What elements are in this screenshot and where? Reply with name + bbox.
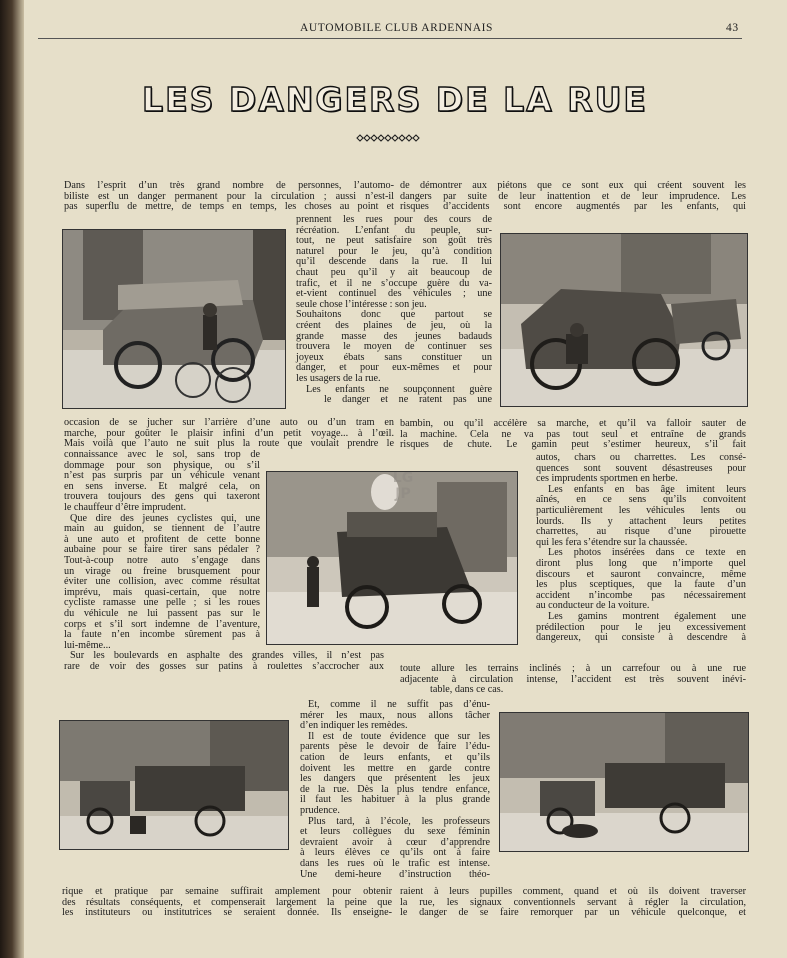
photo-truck-children-left <box>59 720 289 850</box>
text-line: Une demi-heure d’instruction théo- <box>300 868 490 880</box>
text-line: Les enfants en bas âge imitent leurs <box>548 483 746 495</box>
text-line: et leurs collègues du sexe féminin <box>300 826 490 838</box>
text-line: dans les rues où le trafic est intense. <box>300 857 490 869</box>
text-line: lui-même... <box>64 639 111 651</box>
text-line: main au guidon, se tiennent de l’autre <box>64 523 260 535</box>
text-line: au conducteur de la voiture. <box>536 600 650 612</box>
text-line: la faute n’en incombe sûrement pas à <box>64 629 260 641</box>
text-line: le danger de se faire remorquer par un véhicule quelconque, et <box>400 907 746 919</box>
text-line: pas superflu de mettre, de temps en temps, les choses au point et <box>64 201 394 213</box>
text-line: un virage ou freine brusquement pour <box>64 565 260 577</box>
text-line: Il est de toute évidence que sur les <box>308 730 490 742</box>
text-line: Que dire des jeunes cyclistes qui, une <box>70 512 260 524</box>
text-line: récréation. L’enfant du peuple, sur- <box>296 224 492 236</box>
watermark-stamp: LG JP <box>392 471 414 502</box>
text-line: en sens inverse. Et malgré cela, on <box>64 480 260 492</box>
text-line: particulièrement les véhicules lents ou <box>536 504 746 516</box>
text-line: corps et s’il sort indemne de l’aventure, <box>64 618 260 630</box>
paragraph-remedies <box>300 700 490 880</box>
text-line: adjacente à circulation intense, l’accident est très souvent inévi- <box>400 673 746 685</box>
text-line: cation de leurs enfants, et qu’ils <box>300 751 490 763</box>
text-line: de la rue. Dès la plus tendre enfance, <box>300 783 490 795</box>
text-line: les dangers que présentent les jeux <box>300 773 490 785</box>
text-line: lourds. Ils y attachent leurs petites <box>536 515 746 527</box>
text-line: n’est pas surpris par un véhicule venant <box>64 470 260 482</box>
text-line: le danger et ne ratent pas une <box>324 394 492 406</box>
text-line: Les photos insérées dans ce texte en <box>548 547 746 559</box>
text-line: d’en indiquer les remèdes. <box>300 720 408 732</box>
paragraph-young-children <box>536 453 746 644</box>
text-line: Plus tard, à l’école, les professeurs <box>308 815 490 827</box>
binding-spine <box>0 0 24 958</box>
text-line: doivent les mettre en garde contre <box>300 762 490 774</box>
text-line: imprévu, mais quasi-certain, que notre <box>64 586 260 598</box>
text-line: aînés, en ce sens qu’ils convoitent <box>536 494 746 506</box>
text-line: mérer les maux, nous allons tâcher <box>300 709 490 721</box>
text-line: dommage pour son physique, ou s’il <box>64 459 260 471</box>
photo-child-on-car <box>500 233 748 407</box>
photo-truck-children-right <box>499 712 749 852</box>
text-line: à une auto et profitent de cette bonne <box>64 533 260 545</box>
text-line: tout, ne peut satisfaire son goût très <box>296 235 492 247</box>
text-line: Dans l’esprit d’un très grand nombre de personnes, l’automo- <box>64 180 394 191</box>
title-ornament <box>355 133 421 143</box>
text-line: dangereux, qui consiste à descendre à <box>536 632 746 644</box>
text-line: à leurs élèves ce qu’ils ont à faire <box>300 847 490 859</box>
text-line: parents pèse le devoir de faire l’édu- <box>300 741 490 753</box>
text-line: joyeux ébats sans constituer un <box>296 351 492 363</box>
text-line: table, dans ce cas. <box>430 684 504 696</box>
text-line: rique et pratique par semaine suffirait amplement pour obtenir <box>62 886 392 897</box>
photo-boy-before-car <box>266 471 518 645</box>
text-line: rare de voir des gosses sur patins à roulettes s’accrocher aux <box>64 660 384 672</box>
page-number: 43 <box>726 22 739 34</box>
text-line: Et, comme il ne suffit pas d’énu- <box>308 699 490 710</box>
article-title: LES DANGERS DE LA RUE <box>142 80 648 119</box>
text-line: risques de chute. Le gamin peut s’estimer heureux, s’il fait <box>400 439 746 451</box>
text-line: aubaine pour se faire tirer sans pédaler ? <box>64 544 260 556</box>
text-line: le chauffeur d’être imprudent. <box>64 501 187 513</box>
text-line: seule chose l’intéresse : son jeu. <box>296 298 427 310</box>
paragraph-jumping-car-continued <box>400 419 746 451</box>
text-line: du véhicule ne lui passent pas sur le <box>64 607 260 619</box>
text-line: raient à leurs pupilles comment, quand et où ils doivent traverser <box>400 886 746 897</box>
paragraph-cyclists <box>64 449 384 672</box>
text-line: créent des plaines de jeu, où la <box>296 319 492 331</box>
text-line: biliste est un danger permanent pour la circulation ; aussi n’est-il <box>64 190 394 202</box>
text-line: il faut les habituer à la plus grande <box>300 794 490 806</box>
text-line: Souhaitons donc que partout se <box>296 309 492 321</box>
text-line: prennent les rues pour des cours de <box>296 214 492 225</box>
text-line: cycliste ramasse une pelle ; si les roues <box>64 597 260 609</box>
text-line: des résultats conséquents, et compenserait largement la peine que <box>62 896 392 908</box>
text-line: les usagers de la rue. <box>296 372 381 384</box>
text-line: diront plus long que n’importe quel <box>536 557 746 569</box>
paragraph-school <box>62 887 392 919</box>
text-line: prudence. <box>300 804 340 816</box>
text-line: la rue, les signaux conventionnels servant à régler la circulation, <box>400 896 746 908</box>
text-line: Mais voilà que l’auto ne suit plus la route que voulait prendre le <box>64 438 394 450</box>
text-line: Tout-à-coup notre auto s’engage dans <box>64 554 260 566</box>
text-line: les plus sceptiques, que la faute d’un <box>536 579 746 591</box>
photo-cyclist-holding-car <box>62 229 286 409</box>
text-line: trouvera le moyen de continuer ses <box>296 341 492 353</box>
text-line: discours et sauront convaincre, même <box>536 568 746 580</box>
text-line: prédilection pour le jeu excessivement <box>536 621 746 633</box>
text-line: trafic, et il ne s’occupe guère du va- <box>296 277 492 289</box>
text-line: autos, chars ou charrettes. Les consé- <box>536 452 746 463</box>
text-line: trouvera toujours des gens qui taxeront <box>64 491 260 503</box>
text-line: qui les fera s’étendre sur la chaussée. <box>536 536 688 548</box>
text-line: accident n’incombe pas nécessairement <box>536 589 746 601</box>
paragraph-playgrounds <box>296 215 492 406</box>
text-line: marche, pour goûter le plaisir infini d’un petit voyage... à l’œil. <box>64 427 394 439</box>
text-line: devraient avoir à cœur d’apprendre <box>300 836 490 848</box>
text-line: Les enfants ne soupçonnent guère <box>306 383 492 395</box>
text-line: Les gamins montrent également une <box>548 610 746 622</box>
text-line: connaissance avec le sol, sans trop de <box>64 449 260 460</box>
text-line: toute allure les terrains inclinés ; à un carrefour ou à une rue <box>400 663 746 674</box>
text-line: charrettes, au risque d’une pirouette <box>536 526 746 538</box>
text-line: la machine. Cela ne va pas tout seul et entraîne de grands <box>400 428 746 440</box>
text-line: risques d’accidents sont encore augmentés par les enfants, qui <box>400 201 746 213</box>
paragraph-intro-continued <box>400 181 746 213</box>
text-line: bambin, ou qu’il accélère sa marche, et qu’il va falloir sauter de <box>400 418 746 429</box>
text-line: chaut peu qu’il y ait beaucoup de <box>296 266 492 278</box>
text-line: Sur les boulevards en asphalte des grandes villes, il n’est pas <box>70 650 384 662</box>
text-line: éviter une collision, avec comme résultat <box>64 576 260 588</box>
text-line: dangers par suite de leur inattention et de leur imprudence. Les <box>400 190 746 202</box>
header-rule <box>38 38 742 39</box>
text-line: danger, et pour eux-mêmes et pour <box>296 362 492 374</box>
text-line: qu’il descende dans la rue. Il lui <box>296 256 492 268</box>
text-line: les instituteurs ou institutrices se seraient donnée. Ils enseigne- <box>62 907 392 919</box>
text-line: de démontrer aux piétons que ce sont eux qui créent souvent les <box>400 180 746 191</box>
paragraph-jumping-car <box>64 418 394 450</box>
text-line: et-vient continuel des véhicules ; une <box>296 288 492 300</box>
paragraph-intro <box>64 181 394 213</box>
text-line: grande masse des jeunes badauds <box>296 330 492 342</box>
paragraph-slopes <box>400 664 746 696</box>
text-line: occasion de se jucher sur l’arrière d’une auto ou d’un tram en <box>64 417 394 428</box>
text-line: quences sont souvent désastreuses pour <box>536 462 746 474</box>
text-line: naturel pour le jeu, qu’à condition <box>296 245 492 257</box>
running-title: AUTOMOBILE CLUB ARDENNAIS <box>300 22 494 34</box>
text-line: ces imprudents sportmen en herbe. <box>536 473 678 485</box>
paragraph-school-continued <box>400 887 746 919</box>
